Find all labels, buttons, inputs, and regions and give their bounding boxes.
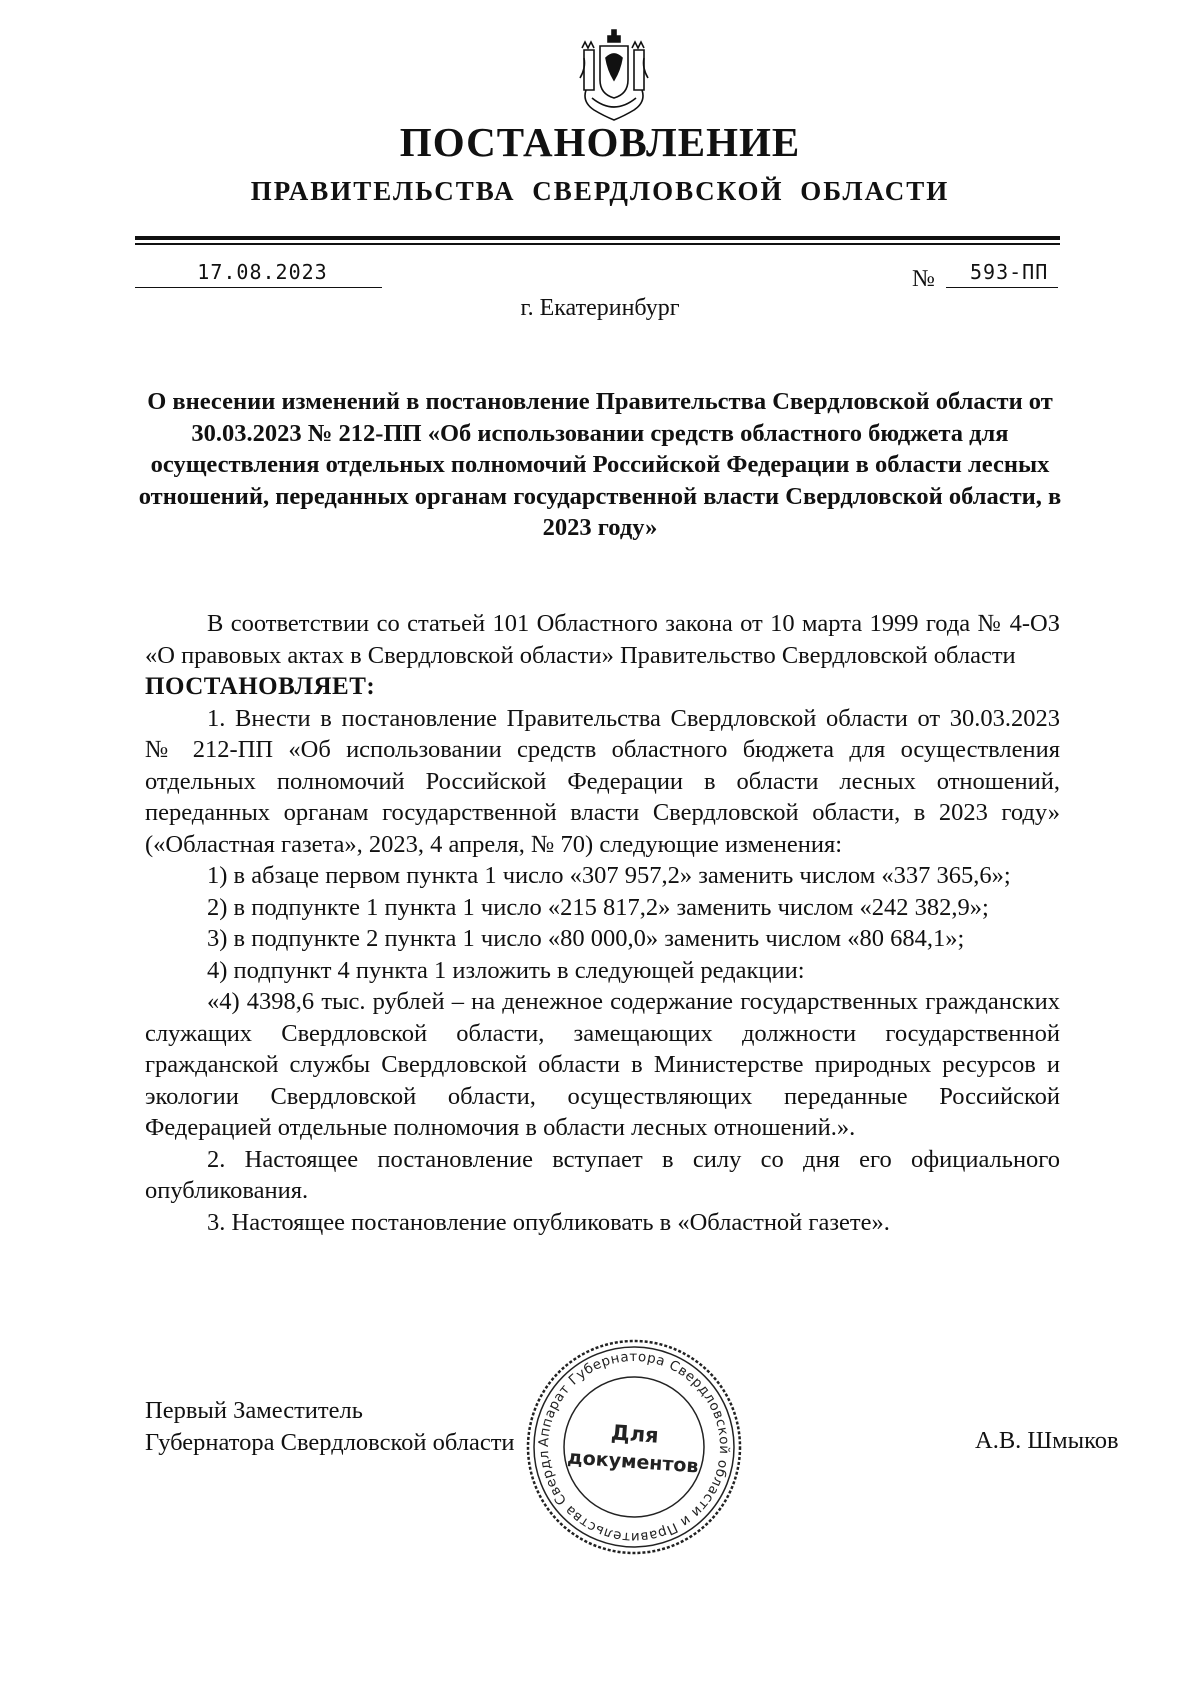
document-subtitle: ПРАВИТЕЛЬСТВА СВЕРДЛОВСКОЙ ОБЛАСТИ xyxy=(250,176,950,206)
signatory-position xyxy=(145,1395,515,1458)
stamp-center-line-1: Для xyxy=(610,1420,660,1448)
decree-heading: ПОСТАНОВЛЯЕТ: xyxy=(145,673,376,700)
city: г. Екатеринбург xyxy=(520,295,680,321)
stamp-center-line-2: документов xyxy=(566,1446,700,1478)
number-underline xyxy=(946,287,1058,288)
sub-item-1: 1) в абзаце первом пункта 1 число «307 957,2» заменить числом «337 365,6»; xyxy=(207,862,1011,889)
preamble: В соответствии со статьей 101 Областного закона от 10 марта 1999 года № 4-ОЗ «О правовых актах в Свердловской области» Правительство Свердловской области xyxy=(145,610,1060,669)
item-1: 1. Внести в постановление Правительства Свердловской области от 30.03.2023 № 212-ПП «Об использовании средств областного бюджета для осуществления отдельных полномочий Российской Федерации в области лесных отношений, переданных органам государственной власти Свердловской области, в 2023 году» («Областная газета», 2023, 4 апреля, № 70) следующие изменения: xyxy=(145,704,1060,858)
number-label: № xyxy=(912,266,935,292)
position-line-1: Первый Заместитель xyxy=(145,1397,363,1424)
date-underline xyxy=(135,287,382,288)
document-subject: О внесении изменений в постановление Правительства Свердловской области от 30.03.2023 № 212-ПП «Об использовании средств областного бюджета для осуществления отдельных полномочий Российской Федерации в области лесных отношений, переданных органам государственной власти Свердловской области, в 2023 году» xyxy=(138,388,1062,541)
official-stamp xyxy=(525,1338,743,1556)
item-3: 3. Настоящее постановление опубликовать в «Областной газете». xyxy=(207,1208,890,1236)
coat-of-arms-icon xyxy=(578,28,650,124)
document-date: 17.08.2023 xyxy=(197,260,328,284)
quoted-amendment: «4) 4398,6 тыс. рублей – на денежное содержание государственных гражданских служащих Свердловской области, замещающих должности государственной гражданской службы Свердловской области в Министерстве природных ресурсов и экологии Свердловской области, осуществляющих переданные Российской Федерацией отдельные полномочия в области лесных отношений.». xyxy=(145,988,1060,1141)
document-number: 593-ПП xyxy=(970,260,1049,284)
sub-item-2: 2) в подпункте 1 пункта 1 число «215 817,2» заменить числом «242 382,9»; xyxy=(207,893,989,921)
document-body xyxy=(145,608,1060,1238)
document-title: ПОСТАНОВЛЕНИЕ xyxy=(399,119,801,165)
sub-item-3: 3) в подпункте 2 пункта 1 число «80 000,0» заменить числом «80 684,1»; xyxy=(207,925,965,952)
position-line-2: Губернатора Свердловской области xyxy=(145,1428,515,1456)
signatory-name: А.В. Шмыков xyxy=(975,1427,1119,1454)
header-divider xyxy=(135,236,1060,240)
sub-item-4: 4) подпункт 4 пункта 1 изложить в следующей редакции: xyxy=(207,956,805,984)
stamp-ring-text: Аппарат Губернатора Свердловской области и Правительства Свердл xyxy=(535,1348,733,1546)
header-divider-thin xyxy=(135,243,1060,245)
item-2: 2. Настоящее постановление вступает в силу со дня его официального опубликования. xyxy=(145,1145,1060,1204)
